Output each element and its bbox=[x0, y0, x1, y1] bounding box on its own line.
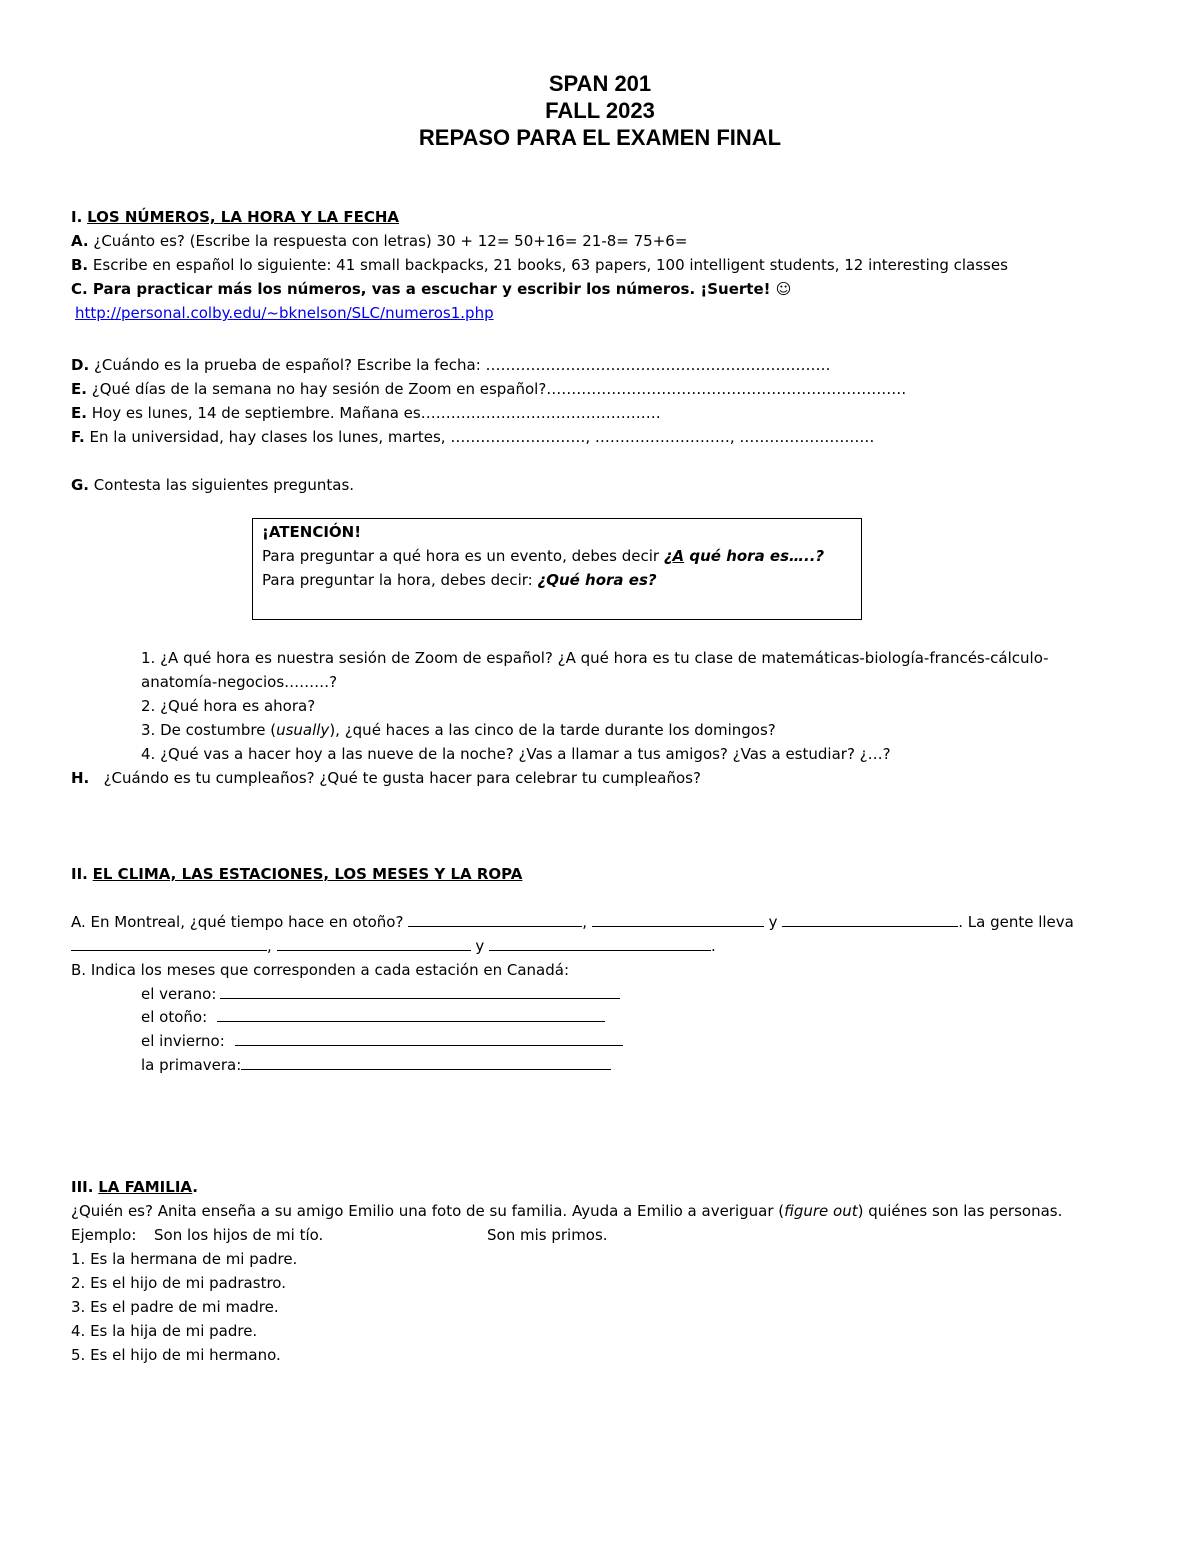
family-item: 1. Es la hermana de mi padre. bbox=[71, 1250, 298, 1268]
section-3-intro-post: ) quiénes son las personas. bbox=[857, 1202, 1063, 1220]
section-3-title: LA FAMILIA bbox=[98, 1178, 193, 1196]
conjunction-y: y bbox=[475, 937, 485, 955]
example-label: Ejemplo: bbox=[71, 1226, 137, 1244]
question-1-line-2: anatomía-negocios………? bbox=[141, 673, 338, 691]
section-2-item-a-tail: . La gente lleva bbox=[958, 913, 1074, 931]
section-2-item-b: B. Indica los meses que corresponden a cada estación en Canadá: bbox=[71, 961, 570, 979]
season-row-winter bbox=[141, 1030, 623, 1052]
section-1-title: LOS NÚMEROS, LA HORA Y LA FECHA bbox=[87, 208, 400, 226]
item-g bbox=[71, 474, 354, 496]
item-e2-label: E. bbox=[71, 404, 87, 422]
example-question: Son los hijos de mi tío. bbox=[154, 1226, 324, 1244]
item-b-label: B. bbox=[71, 256, 89, 274]
section-2-item-a bbox=[71, 911, 1074, 933]
comma: , bbox=[267, 937, 272, 955]
item-g-text: Contesta las siguientes preguntas. bbox=[93, 476, 355, 494]
question-3-post: ), ¿qué haces a las cinco de la tarde durante los domingos? bbox=[329, 721, 776, 739]
section-2-item-a-line-2 bbox=[71, 935, 716, 957]
item-e1 bbox=[71, 378, 906, 400]
family-item: 5. Es el hijo de mi hermano. bbox=[71, 1346, 281, 1364]
section-1-heading bbox=[71, 206, 399, 228]
section-2-title: EL CLIMA, LAS ESTACIONES, LOS MESES Y LA ROPA bbox=[92, 865, 523, 883]
section-3-title-end: . bbox=[192, 1178, 198, 1196]
answer-blank[interactable] bbox=[235, 1031, 623, 1046]
family-item: 4. Es la hija de mi padre. bbox=[71, 1322, 258, 1340]
season-label: la primavera: bbox=[141, 1056, 242, 1074]
page-title: REPASO PARA EL EXAMEN FINAL bbox=[418, 125, 782, 150]
example-row bbox=[71, 1224, 136, 1246]
attention-q-rest: qué hora es…..? bbox=[684, 547, 825, 565]
item-b bbox=[71, 254, 1008, 276]
item-c: C. Para practicar más los números, vas a escuchar y escribir los números. ¡Suerte! ☺ bbox=[71, 280, 792, 298]
season-label: el invierno: bbox=[141, 1032, 225, 1050]
season-row-summer bbox=[141, 983, 620, 1005]
answer-blank[interactable] bbox=[408, 912, 582, 927]
item-h bbox=[71, 767, 701, 789]
attention-line-2-text: Para preguntar la hora, debes decir: bbox=[262, 571, 538, 589]
season-label: el otoño: bbox=[141, 1008, 208, 1026]
attention-line-1-text: Para preguntar a qué hora es un evento, debes decir bbox=[262, 547, 664, 565]
item-d-label: D. bbox=[71, 356, 90, 374]
example-answer: Son mis primos. bbox=[487, 1226, 608, 1244]
section-2-heading bbox=[71, 863, 522, 885]
question-3-pre: 3. De costumbre ( bbox=[141, 721, 277, 739]
period: . bbox=[711, 937, 716, 955]
attention-heading: ¡ATENCIÓN! bbox=[262, 523, 362, 541]
season-row-spring bbox=[141, 1054, 611, 1076]
item-b-text: Escribe en español lo siguiente: 41 small backpacks, 21 books, 63 papers, 100 intelligent students, 12 interesting classes bbox=[92, 256, 1008, 274]
answer-blank[interactable] bbox=[277, 936, 471, 951]
item-a-label: A. bbox=[71, 232, 89, 250]
section-1-number: I. bbox=[71, 208, 83, 226]
attention-line-2 bbox=[262, 569, 657, 591]
section-3-number: III. bbox=[71, 1178, 94, 1196]
answer-blank[interactable] bbox=[217, 1007, 605, 1022]
item-f bbox=[71, 426, 874, 448]
attention-q-open: ¿ bbox=[663, 547, 673, 565]
item-e2 bbox=[71, 402, 661, 424]
section-3-heading bbox=[71, 1176, 198, 1198]
section-3-intro-pre: ¿Quién es? Anita enseña a su amigo Emilio una foto de su familia. Ayuda a Emilio a averiguar ( bbox=[71, 1202, 785, 1220]
answer-blank[interactable] bbox=[220, 984, 620, 999]
answer-blank[interactable] bbox=[592, 912, 764, 927]
course-code: SPAN 201 bbox=[548, 71, 652, 96]
item-f-text: En la universidad, hay clases los lunes, martes, ………………………, ………………………, ……………………… bbox=[89, 428, 875, 446]
answer-blank[interactable] bbox=[782, 912, 958, 927]
season-label: el verano: bbox=[141, 985, 217, 1003]
attention-q2: ¿Qué hora es? bbox=[537, 571, 657, 589]
section-3-intro-italic: figure out bbox=[784, 1202, 858, 1220]
item-a-text: ¿Cuánto es? (Escribe la respuesta con letras) 30 + 12= 50+16= 21-8= 75+6= bbox=[93, 232, 688, 250]
comma: , bbox=[582, 913, 587, 931]
numbers-practice-link-row bbox=[75, 302, 494, 324]
item-f-label: F. bbox=[71, 428, 85, 446]
item-a bbox=[71, 230, 687, 252]
item-e1-text: ¿Qué días de la semana no hay sesión de Zoom en español?……………………………………………………………… bbox=[91, 380, 907, 398]
question-3 bbox=[141, 719, 776, 741]
item-h-label: H. bbox=[71, 769, 90, 787]
item-h-text: ¿Cuándo es tu cumpleaños? ¿Qué te gusta hacer para celebrar tu cumpleaños? bbox=[103, 769, 701, 787]
item-e2-text: Hoy es lunes, 14 de septiembre. Mañana es………………………………………… bbox=[91, 404, 661, 422]
item-e1-label: E. bbox=[71, 380, 87, 398]
attention-line-1 bbox=[262, 545, 824, 567]
question-4: 4. ¿Qué vas a hacer hoy a las nueve de la noche? ¿Vas a llamar a tus amigos? ¿Vas a estudiar? ¿…? bbox=[141, 745, 891, 763]
conjunction-y: y bbox=[768, 913, 778, 931]
section-3-intro bbox=[71, 1200, 1062, 1222]
item-d bbox=[71, 354, 831, 376]
answer-blank[interactable] bbox=[489, 936, 711, 951]
question-3-italic: usually bbox=[276, 721, 330, 739]
attention-q-a: A bbox=[672, 547, 685, 565]
season-row-autumn bbox=[141, 1006, 605, 1028]
answer-blank[interactable] bbox=[71, 936, 267, 951]
item-d-text: ¿Cuándo es la prueba de español? Escribe la fecha: …………………………………………………………… bbox=[93, 356, 831, 374]
numbers-practice-link[interactable]: http://personal.colby.edu/~bknelson/SLC/numeros1.php bbox=[75, 304, 494, 322]
section-2-item-a-text: A. En Montreal, ¿qué tiempo hace en otoño? bbox=[71, 913, 404, 931]
question-1-line-1: 1. ¿A qué hora es nuestra sesión de Zoom de español? ¿A qué hora es tu clase de matemáticas-biología-francés-cálculo- bbox=[141, 649, 1049, 667]
section-2-number: II. bbox=[71, 865, 88, 883]
answer-blank[interactable] bbox=[241, 1055, 611, 1070]
term: FALL 2023 bbox=[545, 98, 655, 123]
family-item: 3. Es el padre de mi madre. bbox=[71, 1298, 279, 1316]
item-g-label: G. bbox=[71, 476, 90, 494]
family-item: 2. Es el hijo de mi padrastro. bbox=[71, 1274, 286, 1292]
question-2: 2. ¿Qué hora es ahora? bbox=[141, 697, 316, 715]
